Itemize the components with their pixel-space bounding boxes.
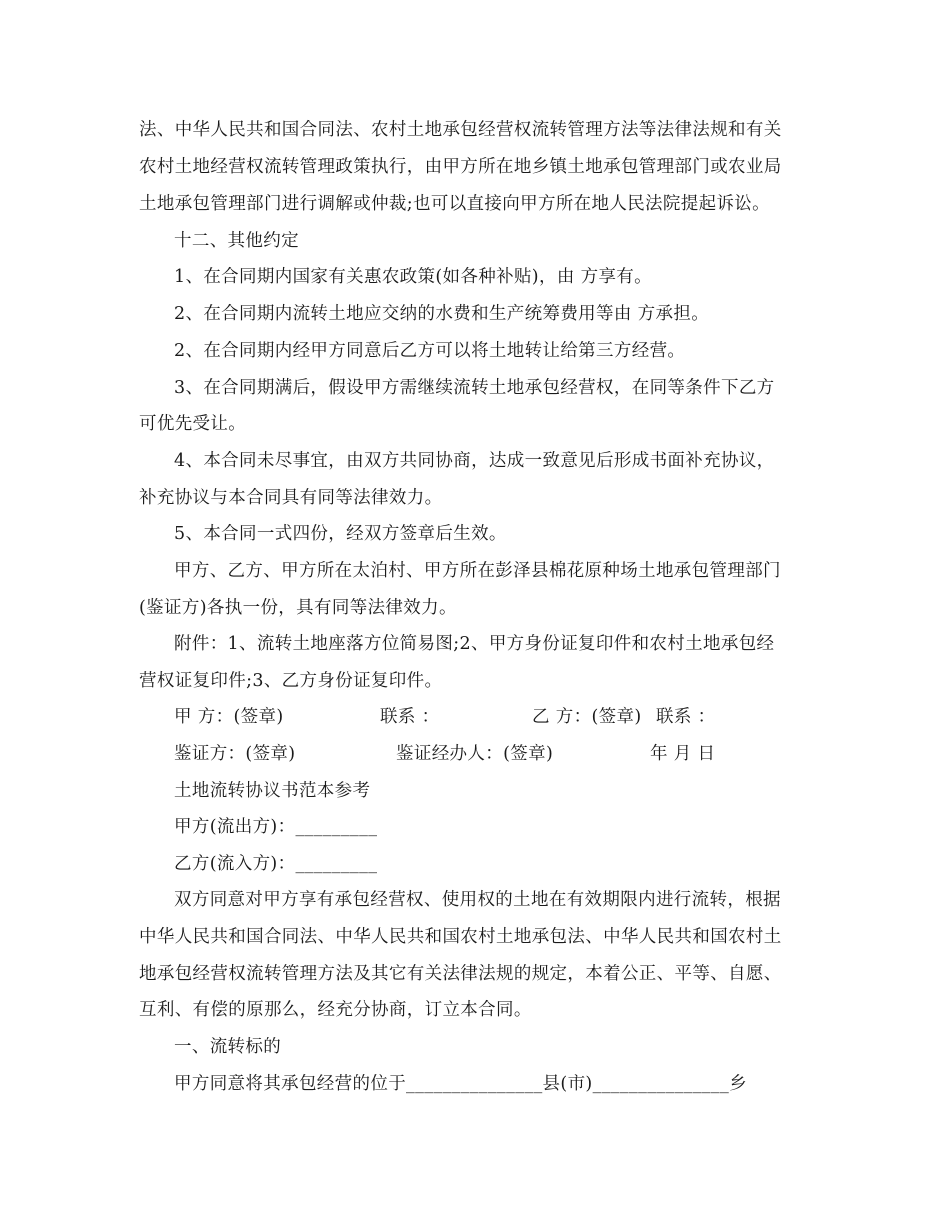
party-b-signature: 乙 方：(签章) [532,707,642,727]
body-line: 5、本合同一式四份，经双方签章后生效。 [174,524,507,544]
contact-label: 联系 ： [380,707,440,727]
party-b-field: 乙方(流入方)：_________ [174,854,378,874]
body-line: 4、本合同未尽事宜，由双方共同协商，达成一致意见后形成书面补充协议， [174,451,775,471]
body-line: 双方同意对甲方享有承包经营权、使用权的土地在有效期限内进行流转，根据 [174,890,781,910]
party-a-field: 甲方(流出方)：_________ [174,817,378,837]
body-line: (鉴证方)各执一份，具有同等法律效力。 [139,598,457,618]
body-line: 可优先受让。 [139,414,247,434]
body-line: 中华人民共和国合同法、中华人民共和国农村土地承包法、中华人民共和国农村土 [139,927,782,947]
section-heading: 一、流转标的 [174,1037,282,1057]
body-line: 补充协议与本合同具有同等法律效力。 [139,488,443,508]
body-line: 互利、有偿的原那么，经充分协商，订立本合同。 [139,1000,532,1020]
body-line: 法、中华人民共和国合同法、农村土地承包经营权流转管理方法等法律法规和有关 [139,120,782,140]
body-line: 土地承包管理部门进行调解或仲裁;也可以直接向甲方所在地人民法院提起诉讼。 [139,194,770,214]
body-line: 农村土地经营权流转管理政策执行，由甲方所在地乡镇土地承包管理部门或农业局 [139,157,782,177]
document-title: 土地流转协议书范本参考 [174,781,371,801]
body-line: 2、在合同期内流转土地应交纳的水费和生产统筹费用等由 方承担。 [174,304,710,324]
body-line: 甲方、乙方、甲方所在太泊村、甲方所在彭泽县棉花原种场土地承包管理部门 [174,561,781,581]
body-line: 3、在合同期满后，假设甲方需继续流转土地承包经营权，在同等条件下乙方 [174,378,775,398]
contact-label: 联系 ： [656,707,716,727]
body-line: 1、在合同期内国家有关惠农政策(如各种补贴)，由 方享有。 [174,267,652,287]
date-field: 年 月 日 [650,744,716,764]
body-line: 地承包经营权流转管理方法及其它有关法律法规的规定，本着公正、平等、自愿、 [139,964,782,984]
handler-signature: 鉴证经办人：(签章) [396,744,554,764]
body-line: 营权证复印件;3、乙方身份证复印件。 [139,671,443,691]
body-line: 附件：1、流转土地座落方位简易图;2、甲方身份证复印件和农村土地承包经 [174,634,775,654]
body-line: 2、在合同期内经甲方同意后乙方可以将土地转让给第三方经营。 [174,341,686,361]
party-a-signature: 甲 方：(签章) [174,707,284,727]
certifier-signature: 鉴证方：(签章) [174,744,296,764]
section-heading: 十二、其他约定 [174,231,299,251]
body-line: 甲方同意将其承包经营的位于_______________县(市)_______________乡 [174,1074,747,1094]
